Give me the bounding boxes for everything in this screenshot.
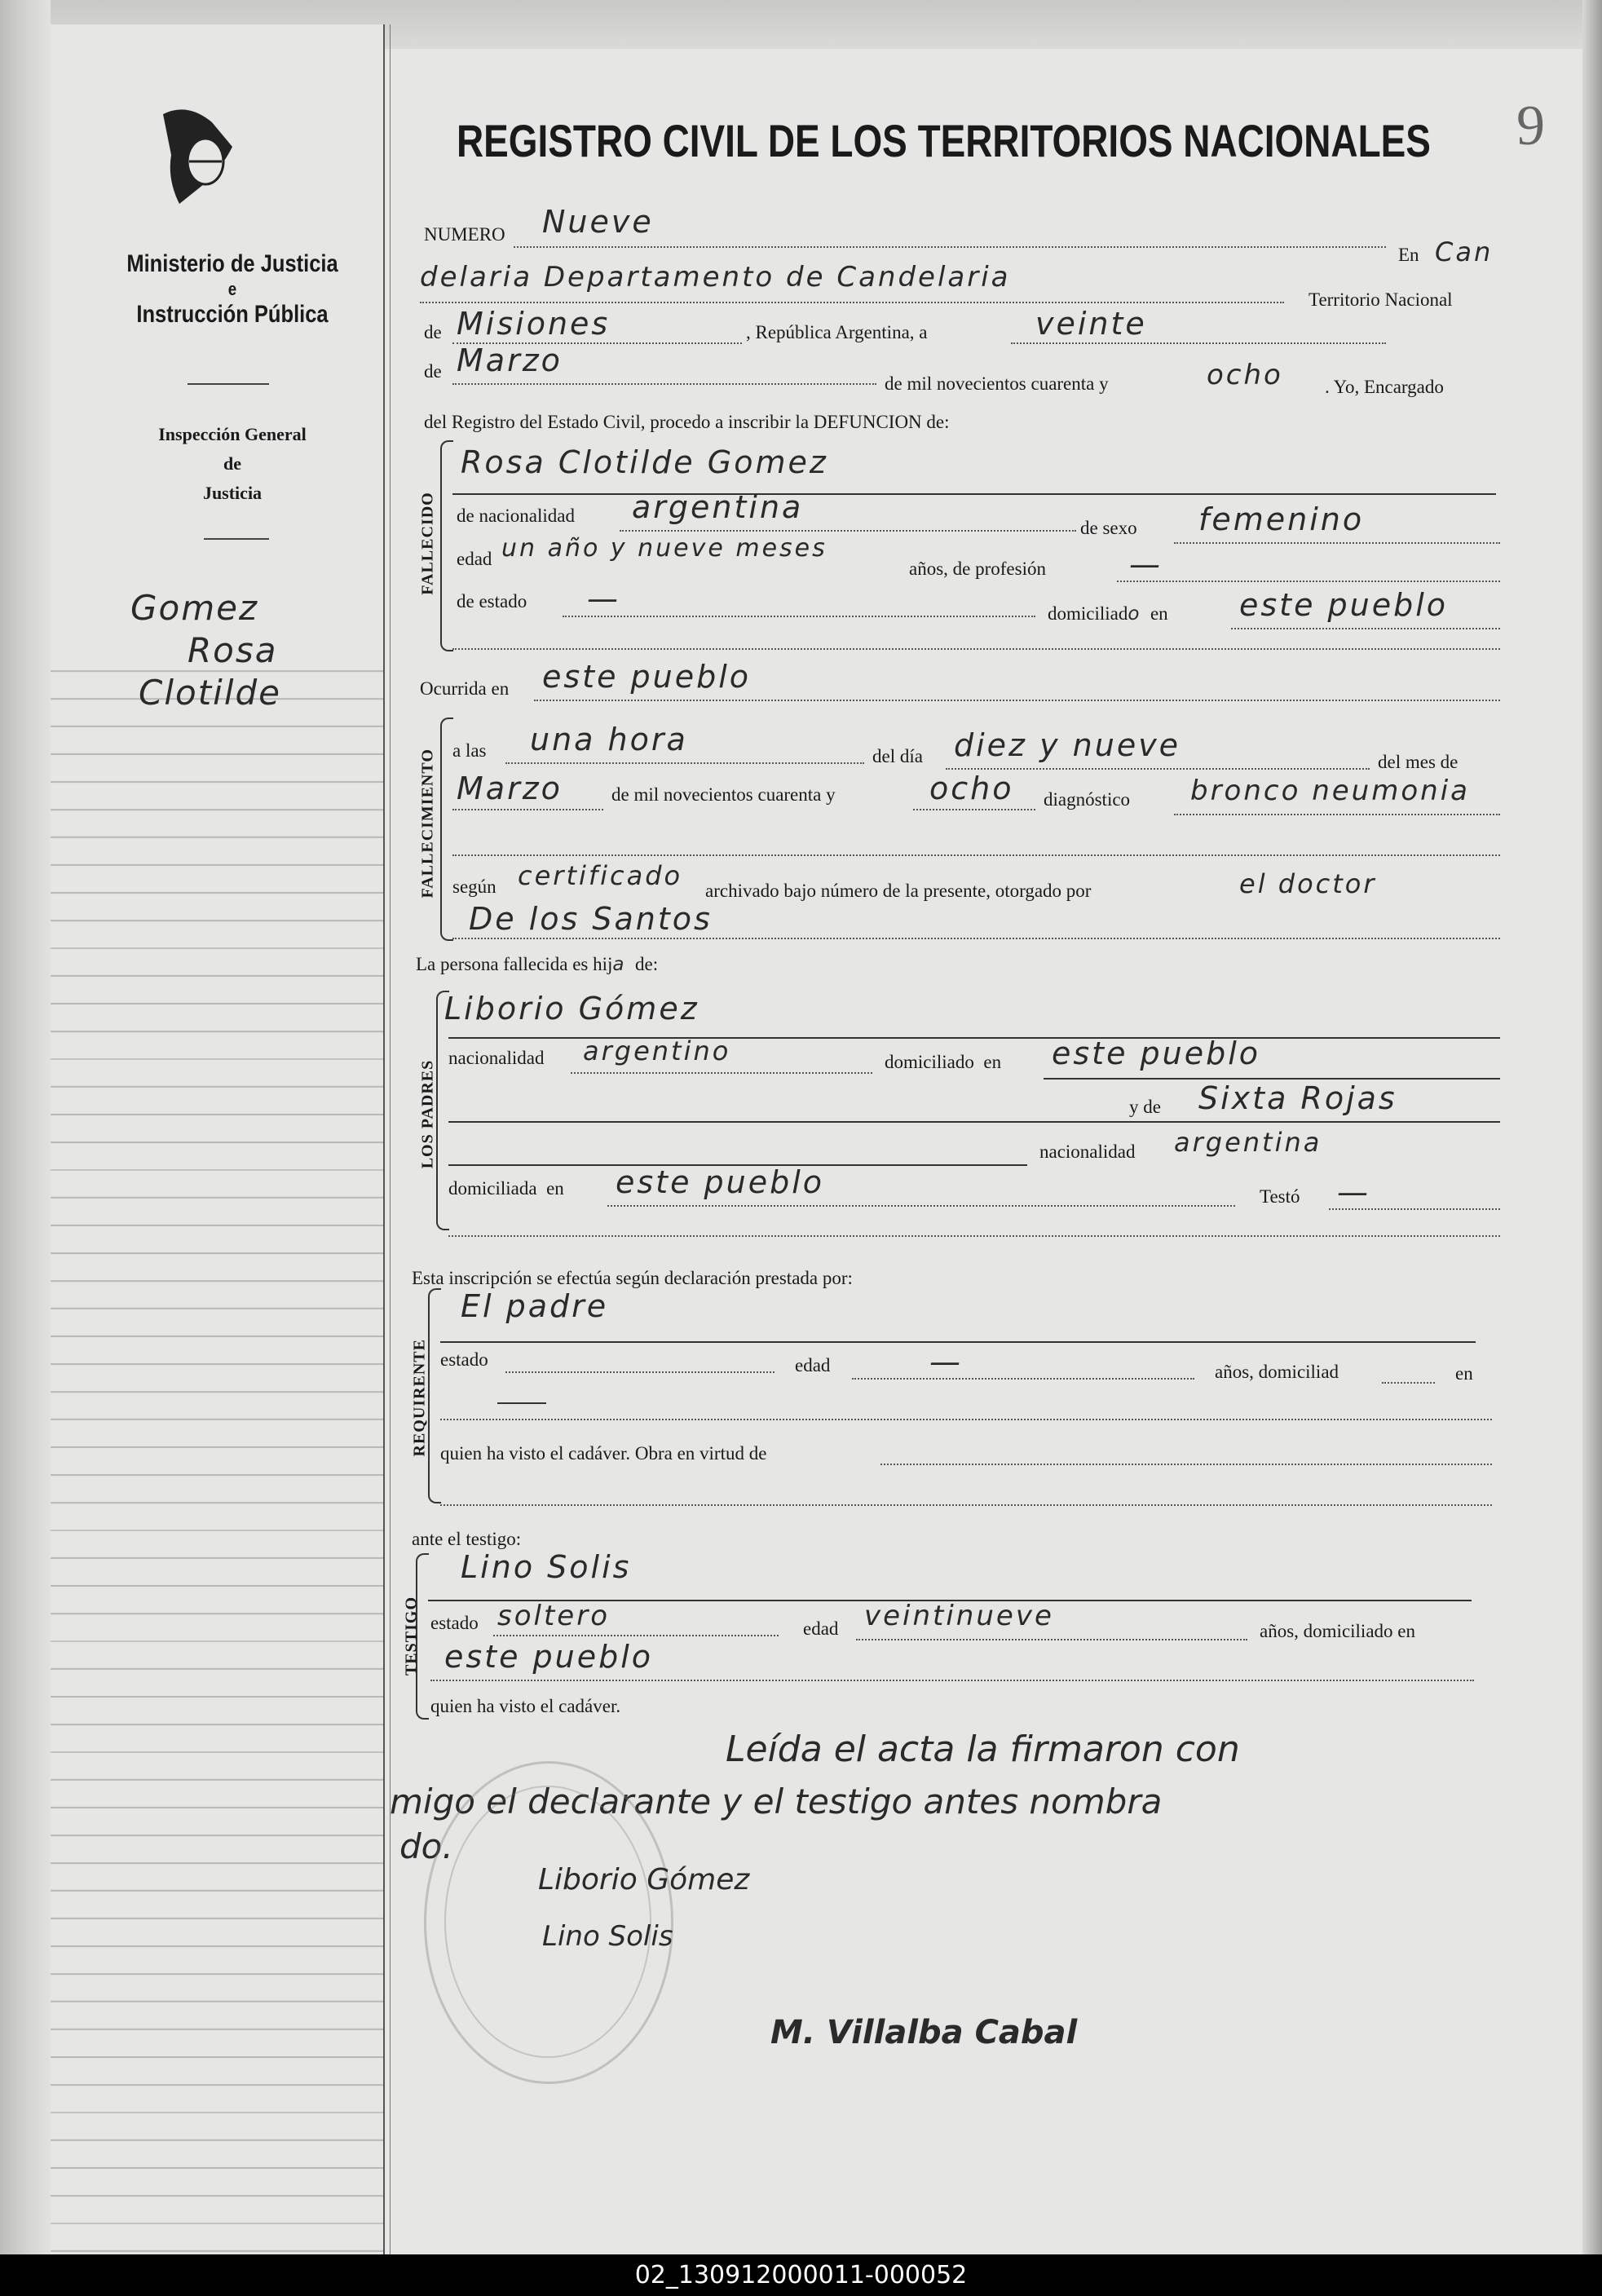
mes-value: Marzo (457, 770, 563, 806)
requirente-edad-line (852, 1378, 1194, 1380)
requirente-edad-value: — (929, 1344, 963, 1380)
year-value: ocho (1207, 359, 1283, 391)
nacionalidad-line (620, 530, 1076, 532)
fallecimiento-year-label: de mil novecientos cuarenta y (611, 784, 836, 805)
madre-dom-value: este pueblo (616, 1164, 825, 1200)
testo-value: — (1337, 1174, 1370, 1210)
profesion-line (1117, 581, 1500, 582)
testigo-quien-label: quien ha visto el cadáver. (430, 1696, 621, 1716)
estado-value: — (587, 581, 620, 616)
fallecimiento-brace (440, 718, 453, 941)
testigo-dom-line (430, 1680, 1474, 1681)
padres-extra-line (448, 1235, 1500, 1237)
requirente-en-label: en (1455, 1363, 1473, 1384)
en-label: En (1398, 245, 1419, 265)
requirente-extra-line (440, 1504, 1492, 1506)
de2-label: de (424, 361, 442, 382)
republica-label: , República Argentina, a (746, 322, 928, 342)
diagnostico-label: diagnóstico (1044, 789, 1131, 810)
closing-line-3: do. (399, 1826, 453, 1866)
de-label: de (424, 322, 442, 342)
padre-dom-label: domiciliado en (885, 1052, 1002, 1072)
closing-line-1: Leída el acta la firmaron con (726, 1729, 1240, 1770)
diagnostico-line (1174, 814, 1500, 815)
page-edge (1582, 0, 1602, 2254)
coat-of-arms-icon (155, 98, 245, 220)
day-line (1011, 342, 1386, 344)
requirente-edad-label: edad (795, 1355, 831, 1375)
diagnostico-value: bronco neumonia (1190, 775, 1470, 807)
requirente-section-label: REQUIRENTE (410, 1339, 429, 1457)
requirente-quien-label: quien ha visto el cadáver. Obra en virtud de (440, 1443, 767, 1464)
testigo-edad-value: veintinueve (864, 1600, 1054, 1632)
domicilio-value: este pueblo (1239, 587, 1449, 623)
fallecido-name-line (452, 493, 1496, 495)
hora-value: una hora (530, 722, 688, 757)
stub-deceased-name: Gomez Rosa Clotilde (130, 588, 281, 713)
profesion-value: — (1129, 546, 1163, 582)
requirente-name-line (440, 1341, 1476, 1343)
fallecimiento-extra-line (452, 854, 1500, 856)
stub-rule (188, 383, 269, 385)
testigo-estado-value: soltero (497, 1600, 610, 1632)
stub-rule (204, 538, 269, 540)
testo-line (1329, 1208, 1500, 1210)
padre-dom-line (1044, 1078, 1500, 1080)
padres-brace (436, 991, 449, 1230)
madre-value: Sixta Rojas (1198, 1080, 1397, 1116)
year-label: de mil novecientos cuarenta y (885, 373, 1109, 394)
signature-testigo: Lino Solis (542, 1920, 673, 1953)
madre-nac-value: argentina (1174, 1127, 1322, 1158)
testigo-dom-value: este pueblo (444, 1639, 654, 1675)
sexo-value: femenino (1198, 501, 1365, 537)
testigo-estado-line (493, 1635, 779, 1636)
requirente-anos-dots (1382, 1382, 1435, 1384)
month-value: Marzo (457, 342, 563, 378)
requirente-dash (497, 1402, 546, 1404)
inspection-heading: Inspección General de Justicia (158, 424, 307, 503)
madre-dom-label: domiciliada en (448, 1178, 564, 1199)
doctor-line (452, 938, 1500, 939)
signature-encargado: M. Villalba Cabal (770, 2014, 1078, 2051)
ministry-heading: Ministerio de Justicia e Instrucción Pública (126, 250, 338, 328)
image-identifier: 02_130912000011-000052 (0, 2254, 1602, 2296)
requirente-brace (428, 1288, 441, 1503)
ocurrida-value: este pueblo (542, 659, 752, 695)
testigo-anos-label: años, domiciliado en (1260, 1621, 1415, 1641)
ocurrida-label: Ocurrida en (420, 678, 510, 699)
stub-divider (383, 24, 385, 2254)
segun-label: según (452, 876, 496, 897)
requirente-quien-line (880, 1464, 1492, 1465)
sexo-line (1174, 542, 1500, 544)
padre-nac-line (571, 1072, 872, 1074)
padre-dom-value: este pueblo (1052, 1035, 1261, 1071)
madre-nac-label: nacionalidad (1039, 1141, 1136, 1162)
place-value: delaria Departamento de Candelaria (420, 261, 1011, 294)
testigo-intro: ante el testigo: (412, 1529, 522, 1549)
segun-value: certificado (518, 860, 683, 891)
fallecimiento-year-value: ocho (929, 770, 1014, 806)
hora-line (505, 762, 864, 764)
dia-value: diez y nueve (954, 727, 1181, 763)
closing-line-2: migo el declarante y el testigo antes nombra (390, 1782, 1163, 1821)
testigo-name-value: Lino Solis (461, 1549, 632, 1585)
testigo-edad-label: edad (803, 1618, 839, 1639)
requirente-anos-label: años, domiciliad (1215, 1362, 1339, 1382)
padre-nac-value: argentino (583, 1035, 731, 1066)
estado-label: de estado (457, 591, 527, 612)
place-line (420, 302, 1284, 303)
nacionalidad-value: argentina (632, 489, 804, 525)
folio-number: 9 (1516, 95, 1545, 157)
otorgado-value: el doctor (1239, 868, 1377, 899)
mes-line (452, 809, 603, 810)
domiciliado-label: domiciliado en (1048, 603, 1168, 625)
numero-label: NUMERO (424, 224, 505, 245)
a-las-label: a las (452, 740, 487, 761)
mes-label: del mes de (1378, 752, 1459, 772)
testo-label: Testó (1260, 1186, 1300, 1207)
testigo-estado-label: estado (430, 1613, 479, 1633)
fallecimiento-section-label: FALLECIMIENTO (418, 748, 437, 899)
sexo-label: de sexo (1080, 518, 1137, 538)
madre-line (448, 1121, 1500, 1123)
requirente-name-value: El padre (461, 1288, 609, 1324)
day-value: veinte (1035, 306, 1147, 342)
anos-label: años, de profesión (909, 559, 1046, 579)
dia-label: del día (872, 746, 923, 766)
requirente-estado-line (505, 1371, 775, 1373)
y-de-label: y de (1129, 1097, 1161, 1117)
hija-label: La persona fallecida es hija de: (416, 954, 659, 975)
territorio-label: Territorio Nacional (1309, 289, 1453, 310)
fallecido-section-label: FALLECIDO (418, 492, 437, 595)
edad-label: edad (457, 549, 492, 569)
padre-value: Liborio Gómez (444, 991, 699, 1027)
numero-value: Nueve (542, 204, 654, 240)
encargado-label: . Yo, Encargado (1325, 377, 1444, 397)
doctor-value: De los Santos (469, 901, 713, 937)
numero-line (514, 246, 1386, 248)
book-binding (0, 0, 51, 2254)
en-value: Can (1435, 236, 1494, 267)
fallecido-extra-line (452, 648, 1500, 650)
requirente-dom-line (440, 1419, 1492, 1420)
padre-nac-label: nacionalidad (448, 1048, 545, 1068)
stub-divider-thin (390, 24, 391, 2254)
madre-dom-line (607, 1205, 1235, 1207)
domicilio-line (1231, 628, 1500, 629)
nacionalidad-label: de nacionalidad (457, 506, 575, 526)
archivado-label: archivado bajo número de la presente, otorgado por (705, 881, 1092, 901)
fallecido-name-value: Rosa Clotilde Gomez (461, 444, 828, 480)
ocurrida-line (534, 700, 1500, 701)
requirente-estado-label: estado (440, 1349, 488, 1370)
month-line (452, 383, 876, 385)
fallecido-brace (440, 440, 453, 651)
page-title: REGISTRO CIVIL DE LOS TERRITORIOS NACIONALES (457, 115, 1431, 166)
signature-declarante: Liborio Gómez (538, 1863, 750, 1896)
requirente-intro: Esta inscripción se efectúa según declaración prestada por: (412, 1268, 853, 1288)
fallecimiento-year-line (913, 809, 1035, 810)
intro-text: del Registro del Estado Civil, procedo a inscribir la DEFUNCION de: (424, 412, 950, 432)
dia-line (946, 768, 1370, 770)
edad-value: un año y nueve meses (501, 534, 827, 563)
territorio-value: Misiones (457, 306, 611, 342)
testigo-section-label: TESTIGO (402, 1596, 421, 1676)
padres-section-label: LOS PADRES (418, 1059, 437, 1169)
estado-line (563, 616, 1035, 617)
testigo-edad-line (856, 1639, 1247, 1640)
